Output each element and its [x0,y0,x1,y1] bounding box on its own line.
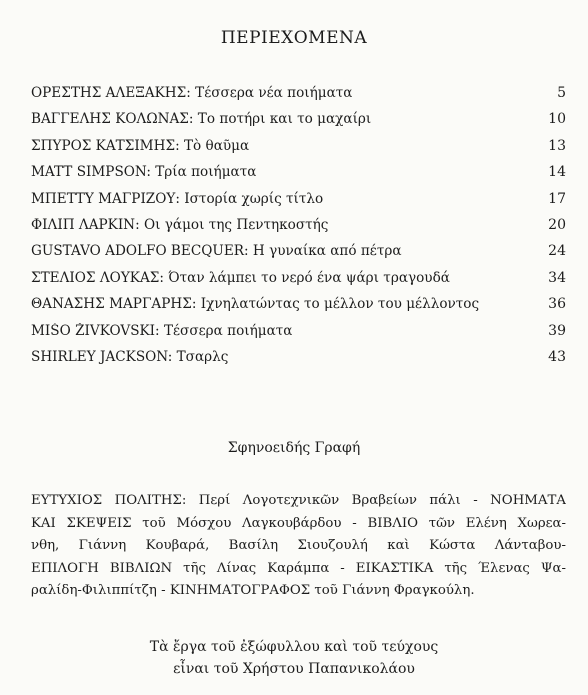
toc-entry-text: SHIRLEY JACKSON: Τσαρλς [31,348,229,365]
cover-credit [0,636,588,680]
toc-entry-text: ΣΠΥΡΟΣ ΚΑΤΣΙΜΗΣ: Τὸ θαῦμα [31,137,250,154]
toc-entry-text: ΘΑΝΑΣΗΣ ΜΑΡΓΑΡΗΣ: Ιχνηλατώντας το μέλλον του μέλλοντος [31,296,480,313]
toc-entry-text: MIŠO ŽIVKOVSKI: Τέσσερα ποιήματα [31,322,293,339]
toc-entry [31,111,566,137]
paragraph-line: ΕΥΤΥΧΙΟΣ ΠΟΛΙΤΗΣ: Περί Λογοτεχνικῶν Βραβείων πάλι - ΝΟΗΜΑΤΑ [31,493,566,508]
toc-entry-text: GUSTAVO ADOLFO BECQUER: Η γυναίκα από πέτρα [31,243,402,260]
toc-entry-text: ΦΙΛΙΠ ΛΑΡΚΙΝ: Οι γάμοι της Πεντηκοστής [31,216,329,233]
section-paragraph [31,490,566,603]
toc-entry-page: 13 [548,137,566,154]
toc-entry [31,296,566,322]
toc-entry [31,323,566,349]
toc-entry-text: ΟΡΕΣΤΗΣ ΑΛΕΞΑΚΗΣ: Τέσσερα νέα ποιήματα [31,85,353,101]
paragraph-line: νθη, Γιάννη Κουβαρά, Βασίλη Σιουζουλή καὶ Κώστα Λάνταβου- [31,538,566,553]
toc-entry [31,349,566,375]
toc-entry [31,191,566,217]
toc-entry-page: 20 [548,216,566,233]
toc-entry-page: 14 [548,164,566,181]
credit-line: Τὰ ἔργα τοῦ ἐξώφυλλου καὶ τοῦ τεύχους [149,639,439,655]
toc-entry [31,164,566,190]
toc-entry-page: 34 [548,269,566,286]
toc-entry [31,138,566,164]
toc-entry-page: 43 [548,348,566,365]
toc-entry [31,85,566,111]
toc-entry-page: 24 [548,243,566,260]
paragraph-line: ΚΑΙ ΣΚΕΨΕΙΣ τοῦ Μόσχου Λαγκουβάρδου - ΒΙΒΛΙΟ τῶν Ελένη Χωρεα- [31,515,566,531]
toc-entry-text: ΒΑΓΓΕΛΗΣ ΚΟΛΩΝΑΣ: Το ποτήρι και το μαχαίρι [31,111,372,128]
toc-entry [31,270,566,296]
table-of-contents [31,85,566,375]
toc-entry-page: 36 [548,296,566,313]
toc-entry-text: ΜΠΕΤΤΥ ΜΑΓΡΙΖΟΥ: Ιστορία χωρίς τίτλο [31,190,324,207]
toc-entry [31,243,566,269]
toc-entry-text: ΣΤΕΛΙΟΣ ΛΟΥΚΑΣ: Όταν λάμπει το νερό ένα ψάρι τραγουδά [31,269,450,286]
toc-entry-page: 39 [548,322,566,339]
paragraph-line: ΕΠΙΛΟΓΗ ΒΙΒΛΙΩΝ τῆς Λίνας Καράμπα - ΕΙΚΑΣΤΙΚΑ τῆς Έλενας Ψα- [31,560,566,576]
toc-entry-page: 10 [548,111,566,128]
toc-entry-text: MATT SIMPSON: Τρία ποιήματα [31,164,257,181]
section-heading: Σφηνοειδής Γραφή [227,440,361,456]
toc-entry [31,217,566,243]
paragraph-line: ραλίδη-Φιλιππίτζη - ΚΙΝΗΜΑΤΟΓΡΑΦΟΣ τοῦ Γιάννη Φραγκούλη. [31,583,475,598]
page-title: ΠΕΡΙΕΧΟΜΕΝΑ [220,28,368,48]
toc-entry-page: 5 [557,85,566,101]
toc-entry-page: 17 [548,190,566,207]
credit-line: εἶναι τοῦ Χρήστου Παπανικολάου [173,661,415,677]
